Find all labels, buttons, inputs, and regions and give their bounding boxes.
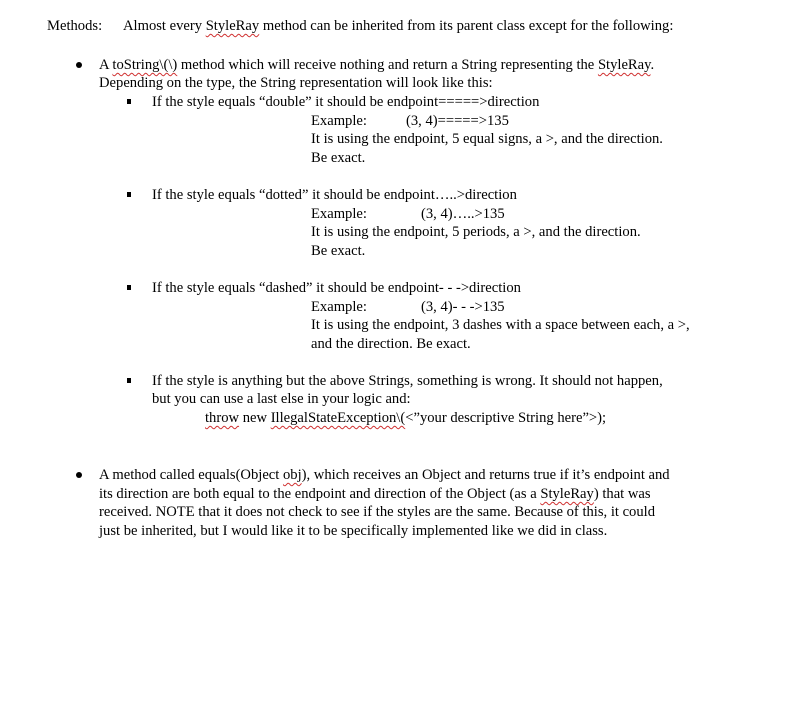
equals-line-1: A method called equals(Object obj), which receives an Object and returns true if it’s endpoint and	[99, 467, 670, 483]
equals-line-4: just be inherited, but I would like it to be specifically implemented like we did in class.	[99, 523, 608, 539]
sub-bullet-square	[127, 378, 131, 383]
methods-label: Methods:	[47, 18, 103, 34]
sub-bullet-square	[127, 99, 131, 104]
bullet-dot	[76, 472, 82, 478]
other-line-1: If the style is anything but the above Strings, something is wrong. It should not happen,	[152, 373, 663, 389]
sub-bullet-square	[127, 285, 131, 290]
double-explain: It is using the endpoint, 5 equal signs, a >, and the direction.	[311, 131, 663, 147]
dotted-example-label: Example:	[311, 206, 367, 222]
dotted-explain: It is using the endpoint, 5 periods, a >, and the direction.	[311, 224, 641, 240]
bullet-dot	[76, 62, 82, 68]
dashed-rule: If the style equals “dashed” it should be endpoint- - ->direction	[152, 280, 521, 296]
dashed-example-label: Example:	[311, 299, 367, 315]
tostring-line-1: A toString\(\) method which will receive nothing and return a String representing the StyleRay.	[99, 57, 655, 73]
dotted-example-value: (3, 4)…..>135	[421, 206, 505, 222]
other-code-line: throw new IllegalStateException\(<”your descriptive String here”>);	[205, 410, 607, 426]
tostring-line-2: Depending on the type, the String representation will look like this:	[99, 75, 493, 91]
methods-intro: Almost every StyleRay method can be inherited from its parent class except for the following:	[123, 18, 674, 34]
double-example-value: (3, 4)=====>135	[406, 113, 509, 129]
dashed-explain-2: and the direction. Be exact.	[311, 336, 471, 352]
equals-line-2: its direction are both equal to the endpoint and direction of the Object (as a StyleRay) that was	[99, 486, 651, 502]
double-rule: If the style equals “double” it should be endpoint=====>direction	[152, 94, 540, 110]
sub-bullet-square	[127, 192, 131, 197]
equals-line-3: received. NOTE that it does not check to see if the styles are the same. Because of this, it could	[99, 504, 656, 520]
other-line-2: but you can use a last else in your logic and:	[152, 391, 411, 407]
double-example-label: Example:	[311, 113, 367, 129]
dashed-explain-1: It is using the endpoint, 3 dashes with a space between each, a >,	[311, 317, 690, 333]
dotted-be-exact: Be exact.	[311, 243, 366, 259]
dashed-example-value: (3, 4)- - ->135	[421, 299, 505, 315]
double-be-exact: Be exact.	[311, 150, 366, 166]
dotted-rule: If the style equals “dotted” it should be endpoint…..>direction	[152, 187, 517, 203]
